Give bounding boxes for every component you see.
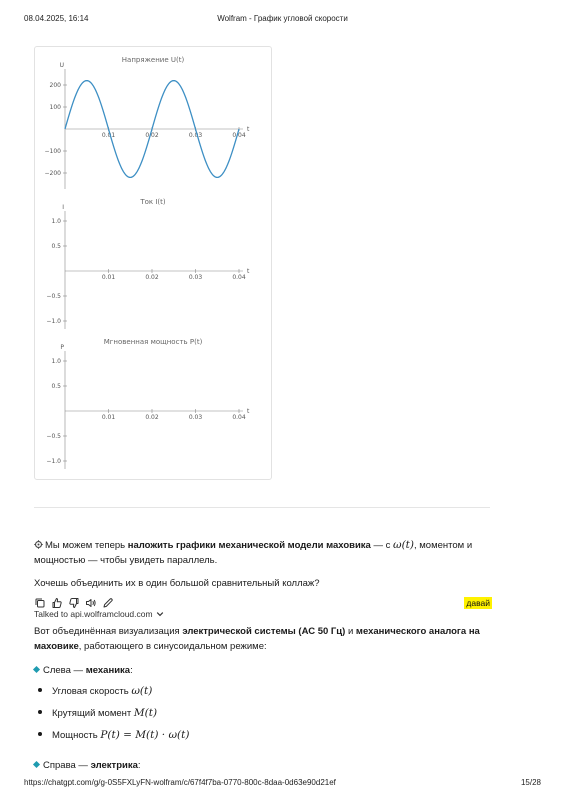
y-tick-label: −1.0	[46, 458, 61, 465]
y-tick-label: −200	[44, 170, 61, 177]
bullet-dot	[38, 688, 42, 692]
x-tick-label: 0.03	[188, 132, 203, 139]
y-tick-label: 1.0	[51, 218, 61, 225]
p1-bold: наложить графики механической модели маховика	[127, 540, 371, 551]
x-tick-label: 0.03	[188, 414, 203, 421]
assistant-message-1	[34, 538, 494, 591]
list-item	[38, 706, 494, 728]
x-tick-label: 0.04	[232, 132, 246, 139]
x-tick-label: 0.01	[101, 132, 116, 139]
p1-pre: Мы можем теперь	[45, 540, 128, 551]
intro-post: , работающего в синусоидальном режиме:	[78, 641, 267, 652]
list-item	[38, 684, 494, 706]
y-tick-label: 100	[49, 104, 61, 111]
y-tick-label: −0.5	[46, 433, 61, 440]
right-section-heading	[34, 758, 494, 773]
p1-mid: — с	[370, 540, 394, 551]
wolfram-plot-image	[34, 46, 272, 480]
x-axis-label: t	[247, 126, 250, 133]
message-actions	[34, 596, 114, 610]
print-datetime: 08.04.2025, 16:14	[24, 14, 89, 23]
pencil-icon[interactable]	[102, 597, 114, 609]
y-axis-label: I	[62, 204, 64, 211]
y-tick-label: −0.5	[46, 293, 61, 300]
y-axis-label: U	[59, 62, 64, 69]
assistant-2-intro	[34, 624, 494, 654]
x-tick-label: 0.04	[232, 274, 246, 281]
chevron-down-icon	[156, 610, 164, 618]
bullet-dot	[38, 710, 42, 714]
x-axis-label: t	[247, 408, 250, 415]
y-tick-label: −1.0	[46, 318, 61, 325]
plot-panel	[46, 198, 250, 329]
right-pre: Справа —	[43, 760, 91, 771]
plot-panel	[45, 56, 250, 189]
thumbs-up-icon[interactable]	[51, 597, 63, 609]
x-tick-label: 0.02	[145, 132, 159, 139]
plot-title: Ток I(t)	[140, 198, 166, 206]
list-item-math: P(t) = M(t) · ω(t)	[100, 729, 190, 741]
mechanics-list	[38, 684, 494, 750]
user-message-bubble: давай	[466, 598, 490, 608]
bullet-dot	[38, 732, 42, 736]
print-header	[24, 14, 541, 23]
left-post: :	[130, 665, 133, 676]
list-item-text: Крутящий момент	[52, 708, 134, 719]
x-tick-label: 0.02	[145, 274, 159, 281]
left-bold: механика	[85, 665, 131, 676]
x-tick-label: 0.04	[232, 414, 246, 421]
diamond-bullet-icon	[33, 666, 40, 673]
x-tick-label: 0.01	[101, 274, 116, 281]
intro-mid: и	[345, 626, 356, 637]
assistant-paragraph-2: Хочешь объединить их в один большой сравнительный коллаж?	[34, 578, 320, 589]
right-bold: электрика	[90, 760, 138, 771]
y-tick-label: 1.0	[51, 358, 61, 365]
y-axis-label: P	[60, 344, 64, 351]
x-tick-label: 0.03	[188, 274, 203, 281]
x-tick-label: 0.02	[145, 414, 159, 421]
plot-panel	[46, 338, 250, 469]
intro-bold-mechanic: механического аналога на маховике	[34, 626, 480, 652]
plots-svg	[35, 47, 271, 479]
speaker-icon[interactable]	[85, 597, 97, 609]
y-tick-label: 0.5	[51, 243, 61, 250]
p1-post: , моментом и мощностью — чтобы увидеть параллель.	[34, 540, 473, 566]
assistant-message-2	[34, 624, 494, 773]
x-axis-label: t	[247, 268, 250, 275]
print-page-title: Wolfram - График угловой скорости	[217, 14, 348, 23]
intro-bold-electric: электрической системы (АС 50 Гц)	[182, 626, 346, 637]
message-divider	[34, 507, 490, 508]
y-tick-label: −100	[44, 148, 61, 155]
gear-icon	[34, 540, 43, 549]
y-tick-label: 200	[49, 82, 61, 89]
y-tick-label: 0.5	[51, 383, 61, 390]
list-item-text: Мощность	[52, 730, 101, 741]
list-item	[38, 728, 494, 750]
diamond-bullet-icon	[33, 761, 40, 768]
left-section-heading	[34, 663, 494, 678]
thumbs-down-icon[interactable]	[68, 597, 80, 609]
print-url: https://chatgpt.com/g/g-0S5FXLyFN-wolfram/c/67f4f7ba-0770-800c-8daa-0d63e90d21ef	[24, 778, 336, 787]
right-post: :	[137, 760, 141, 771]
list-item-math: M(t)	[133, 707, 158, 719]
list-item-math: ω(t)	[131, 685, 153, 697]
plot-title: Мгновенная мощность P(t)	[103, 338, 203, 346]
print-page-number: 15/28	[520, 778, 541, 787]
print-footer	[24, 778, 541, 787]
copy-icon[interactable]	[34, 597, 46, 609]
left-pre: Слева —	[43, 665, 86, 676]
plot-title: Напряжение U(t)	[121, 56, 185, 64]
p1-math-omega: ω(t)	[393, 539, 414, 551]
list-item-text: Угловая скорость	[52, 686, 132, 697]
tool-call-toggle[interactable]	[34, 609, 164, 619]
x-tick-label: 0.01	[101, 414, 116, 421]
tool-call-label: Talked to api.wolframcloud.com	[34, 609, 153, 619]
assistant-paragraph-1	[34, 538, 494, 568]
intro-pre: Вот объединённая визуализация	[34, 626, 183, 637]
